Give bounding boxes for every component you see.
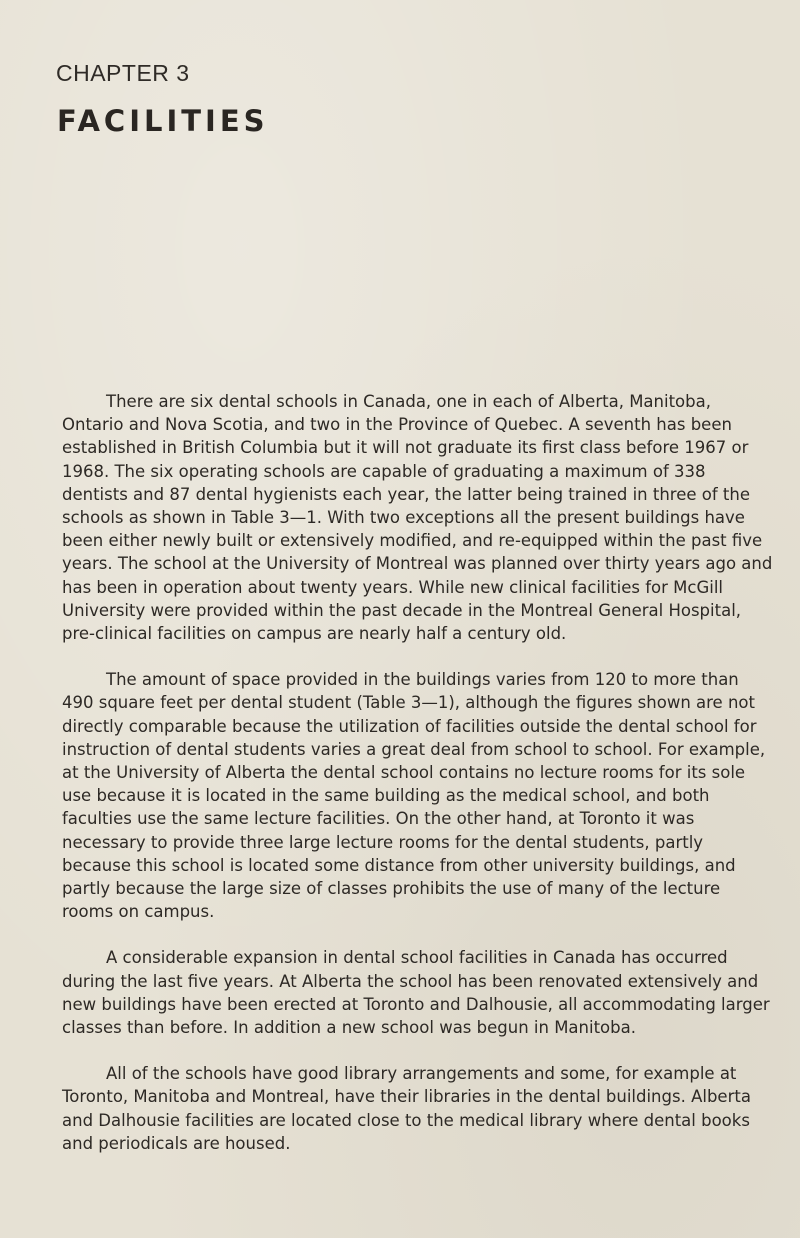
- paragraph-3: A considerable expansion in dental school facilities in Canada has occurred during the last five years. At Alberta the school has been renovated extensively and new buildings have been erected at Toronto and Dalhousie, all accommodating larger classes than before. In addition a new school was begun in Manitoba.: [62, 948, 770, 1038]
- body-text: [62, 390, 774, 1178]
- paragraph-4: All of the schools have good library arrangements and some, for example at Toronto, Manitoba and Montreal, have their libraries in the dental buildings. Alberta and Dalhousie facilities are located close to the medical library where dental books and periodicals are housed.: [62, 1064, 751, 1153]
- chapter-label: CHAPTER 3: [56, 60, 190, 86]
- paragraph-1: There are six dental schools in Canada, one in each of Alberta, Manitoba, Ontario and Nova Scotia, and two in the Province of Quebec. A seventh has been established in British Columbia but it will not graduate its first class before 1967 or 1968. The six operating schools are capable of graduating a maximum of 338 dentists and 87 dental hygienists each year, the latter being trained in three of the schools as shown in Table 3—1. With two exceptions all the present buildings have been either newly built or extensively modified, and re-equipped within the past five years. The school at the University of Montreal was planned over thirty years ago and has been in operation about twenty years. While new clinical facilities for McGill University were provided within the past decade in the Montreal General Hospital, pre-clinical facilities on campus are nearly half a century old.: [62, 392, 773, 644]
- chapter-title: FACILITIES: [57, 104, 269, 138]
- paragraph-2: The amount of space provided in the buildings varies from 120 to more than 490 square feet per dental student (Table 3—1), although the figures shown are not directly comparable because the utilization of facilities outside the dental school for instruction of dental students varies a great deal from school to school. For example, at the University of Alberta the dental school contains no lecture rooms for its sole use because it is located in the same building as the medical school, and both faculties use the same lecture facilities. On the other hand, at Toronto it was necessary to provide three large lecture rooms for the dental students, partly because this school is located some distance from other university buildings, and partly because the large size of classes prohibits the use of many of the lecture rooms on campus.: [62, 670, 766, 922]
